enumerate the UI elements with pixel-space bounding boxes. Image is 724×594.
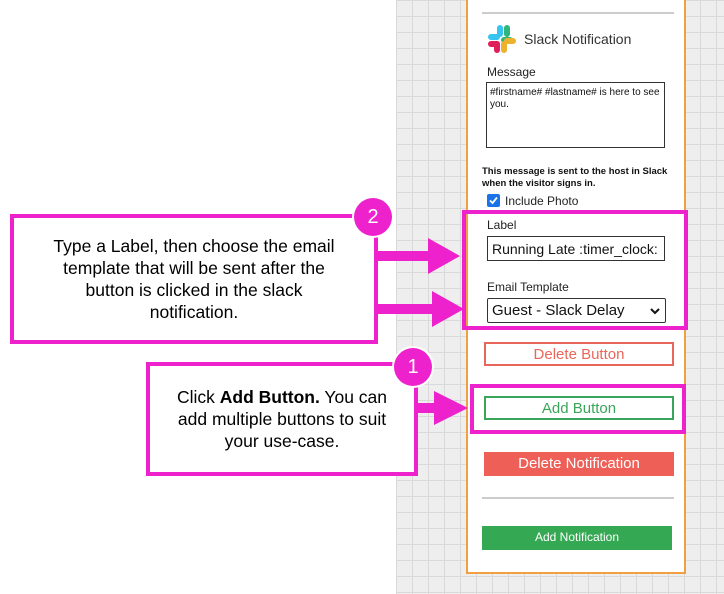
email-template-selected-value: Guest - Slack Delay xyxy=(492,302,625,319)
message-help-text: This message is sent to the host in Slack when the visitor signs in. xyxy=(482,166,668,189)
add-notification-button[interactable]: Add Notification xyxy=(482,526,672,550)
arrow-to-template-icon xyxy=(376,291,464,327)
include-photo-label: Include Photo xyxy=(505,194,579,208)
label-step-text: Type a Label, then choose the email template that will be sent after the button is clicked in the slack notification. xyxy=(53,236,335,322)
arrow-to-add-button-icon xyxy=(418,391,468,425)
email-template-label: Email Template xyxy=(487,280,569,294)
add-button-button[interactable]: Add Button xyxy=(484,396,674,420)
add-step-text-bold: Add Button. xyxy=(219,387,320,407)
message-label: Message xyxy=(487,65,536,79)
panel-title: Slack Notification xyxy=(524,31,632,47)
delete-button-button[interactable]: Delete Button xyxy=(484,342,674,366)
add-step-text-prefix: Click xyxy=(176,387,220,407)
step-1-badge: 1 xyxy=(394,348,432,386)
add-step-text xyxy=(172,386,392,452)
add-step-callout xyxy=(146,362,418,476)
label-step-callout xyxy=(10,214,378,344)
add-step-text-suffix: You can add multiple buttons to suit your use-case. xyxy=(177,387,388,451)
label-field-label: Label xyxy=(487,218,517,232)
arrow-to-label-icon xyxy=(376,238,460,274)
delete-notification-button[interactable]: Delete Notification xyxy=(484,452,674,476)
step-2-badge: 2 xyxy=(354,198,392,236)
